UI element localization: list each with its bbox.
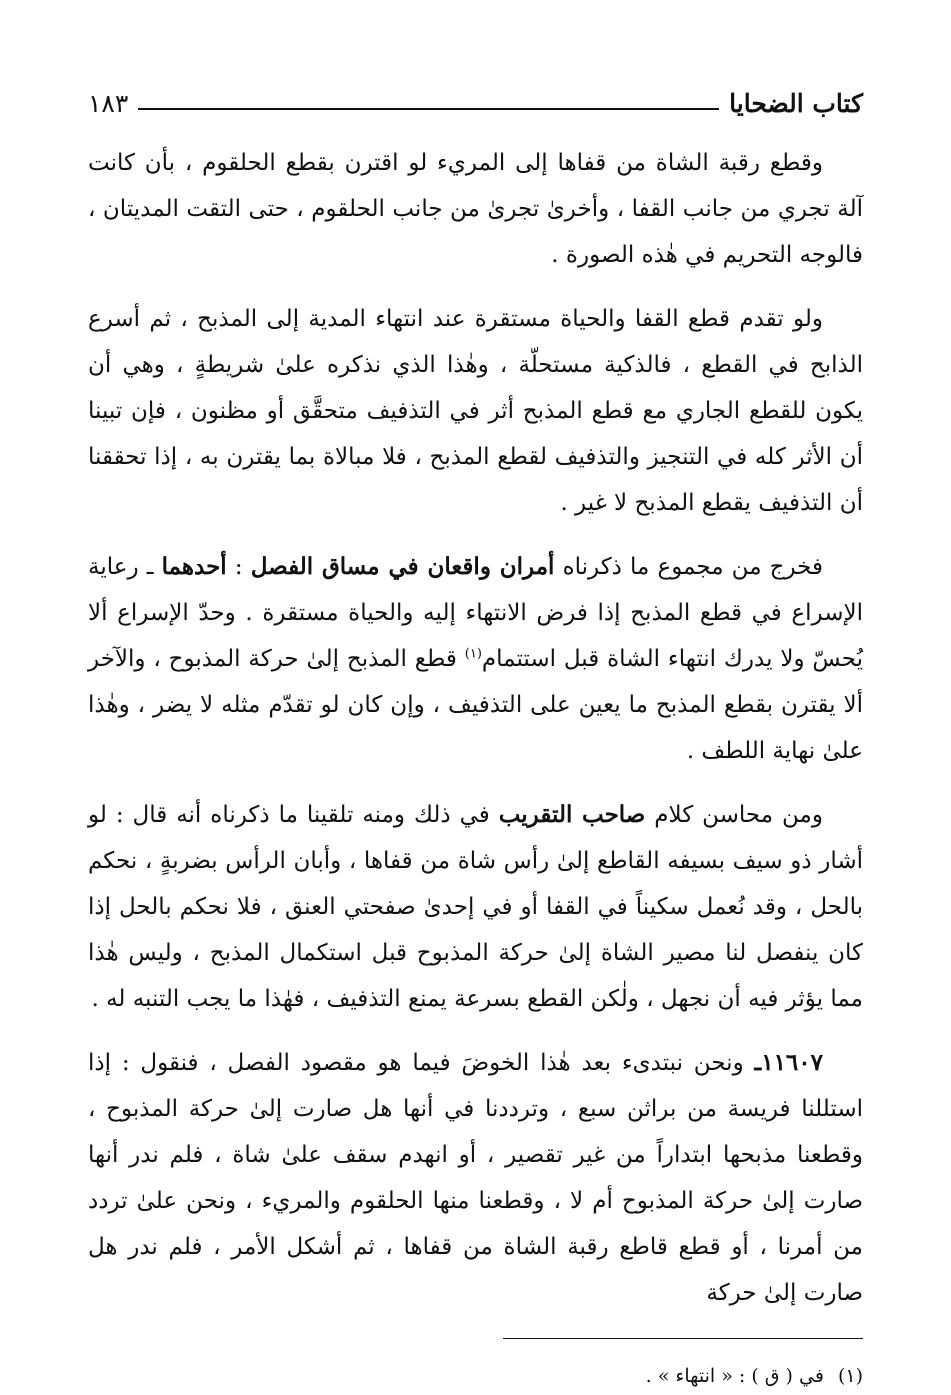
paragraph-3-bold-2: أحدهما (161, 553, 227, 580)
footnote-mark: (١) (837, 1365, 863, 1387)
paragraph-4-bold: صاحب التقريب (498, 801, 646, 828)
paragraph-5-text: ونحن نبتدىء بعد هٰذا الخوضَ فيما هو مقصود الفصل ، فنقول : إذا استللنا فريسة من براثن سبع ، وترددنا في أنها هل صارت إلىٰ حركة المذبوح ، وقطعنا مذبحها ابتداراً من غير تقصير ، أو انهدم سقف علىٰ شاة ، فلم ندر أنها صارت إلىٰ حركة المذبوح أم لا ، وقطعنا منها الحلقوم والمريء ، ونحن علىٰ تردد من أمرنا ، أو قطع قاطع رقبة الشاة من قفاها ، ثم أشكل الأمر ، فلم ندر هل صارت إلىٰ حركة (88, 1050, 863, 1306)
paragraph-3-text-3: ـ رعاية الإسراع في قطع المذبح إذا فرض الانتهاء إليه والحياة مستقرة . وحدّ الإسراع ألا يُحسّ ولا يدرك انتهاء الشاة قبل استتمام (88, 554, 863, 672)
page-header (88, 80, 863, 126)
page-body (88, 140, 863, 1316)
paragraph-4-text-1: ومن محاسن كلام (645, 802, 823, 828)
footnote-divider (503, 1338, 863, 1339)
section-number: ١١٦٠٧ـ (754, 1049, 823, 1076)
paragraph-3-text-4: قطع المذبح إلىٰ حركة المذبوح ، والآخر ألا يقترن بقطع المذبح ما يعين على التذفيف ، وإن كان لو تقدّم مثله لا يضر ، وهٰذا علىٰ نهاية اللطف . (88, 646, 863, 764)
page-number: ١٨٣ (88, 88, 129, 118)
paragraph-2: ولو تقدم قطع القفا والحياة مستقرة عند انتهاء المدية إلى المذبح ، ثم أسرع الذابح في القطع ، فالذكية مستحلّة ، وهٰذا الذي نذكره علىٰ شريطةٍ ، وهي أن يكون للقطع الجاري مع قطع المذبح أثر في التذفيف متحقَّق أو مظنون ، فإن تبينا أن الأثر كله في التنجيز والتذفيف لقطع المذبح ، فلا مبالاة بما يقترن به ، إذا تحققنا أن التذفيف يقطع المذبح لا غير . (88, 306, 863, 516)
paragraph-3-text-2: : (226, 554, 251, 580)
paragraph-4-text-2: في ذلك ومنه تلقينا ما ذكرناه أنه قال : لو أشار ذو سيف بسيفه القاطع إلىٰ رأس شاة من قفاها ، وأبان الرأس بضربةٍ ، نحكم بالحل ، وقد نُعمل سكيناً في القفا أو في إحدىٰ صفحتي العنق ، فلا نحكم بالحل إذا كان ينفصل لنا مصير الشاة إلىٰ حركة المذبوح قبل استكمال المذبح ، وليس هٰذا مما يؤثر فيه أن نجهل ، ولٰكن القطع بسرعة يمنع التذفيف ، فهٰذا ما يجب التنبه له . (88, 802, 863, 1012)
book-page (88, 80, 863, 1387)
paragraph-1: وقطع رقبة الشاة من قفاها إلى المريء لو اقترن بقطع الحلقوم ، بأن كانت آلة تجري من جانب القفا ، وأخرىٰ تجرىٰ من جانب الحلقوم ، حتى التقت المديتان ، فالوجه التحريم في هٰذه الصورة . (88, 150, 863, 268)
running-title: كتاب الضحايا (729, 88, 863, 118)
paragraph-3-bold-1: أمران واقعان في مساق الفصل (250, 553, 555, 580)
paragraph-3 (88, 544, 863, 774)
footnote-reference: (١) (464, 646, 482, 662)
paragraph-3-text-1: فخرج من مجموع ما ذكرناه (554, 554, 824, 580)
paragraph-4 (88, 792, 863, 1022)
footnote (88, 1361, 863, 1391)
footnote-text: في ( ق ) : « انتهاء » . (645, 1365, 824, 1387)
header-rule (138, 108, 719, 110)
paragraph-5 (88, 1040, 863, 1316)
